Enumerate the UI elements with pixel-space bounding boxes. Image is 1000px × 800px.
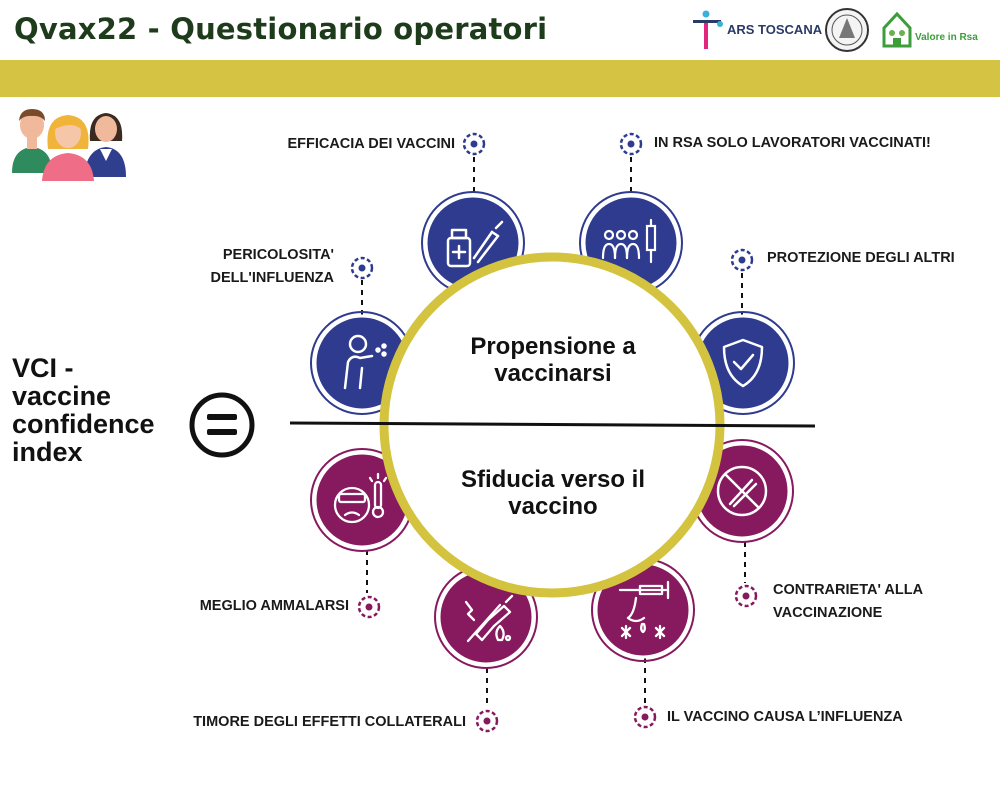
factor-label-timore: TIMORE DEGLI EFFETTI COLLATERALI (193, 714, 466, 730)
page-title: Qvax22 - Questionario operatori (14, 12, 548, 46)
vci-label: VCI - vaccine confidence index (12, 353, 155, 467)
factor-label-protezione: PROTEZIONE DEGLI ALTRI (767, 250, 955, 266)
center-top-label: Propensione a vaccinarsi (470, 333, 636, 387)
factor-label-meglio: MEGLIO AMMALARSI (199, 598, 349, 614)
divider-line (290, 423, 815, 426)
equals-icon (192, 395, 252, 455)
factor-label-contrarieta: CONTRARIETA' ALLA VACCINAZIONE (773, 582, 924, 621)
marker-causa (635, 707, 655, 727)
marker-efficacia (464, 134, 484, 154)
ars-toscana-logo: ARS TOSCANA (690, 6, 810, 54)
marker-protezione (732, 250, 752, 270)
factor-label-pericolosita: PERICOLOSITA' DELL'INFLUENZA (210, 247, 334, 286)
marker-rsa (621, 134, 641, 154)
marker-meglio (359, 597, 379, 617)
marker-timore (477, 711, 497, 731)
factor-label-efficacia: EFFICACIA DEI VACCINI (287, 136, 455, 152)
factor-label-rsa: IN RSA SOLO LAVORATORI VACCINATI! (654, 135, 931, 151)
center-bottom-label: Sfiducia verso il vaccino (460, 466, 646, 520)
marker-contrarieta (736, 586, 756, 606)
valore-in-rsa-logo: Valore in Rsa (880, 6, 995, 54)
factor-label-causa: IL VACCINO CAUSA L’INFLUENZA (667, 709, 903, 725)
marker-pericolosita (352, 258, 372, 278)
